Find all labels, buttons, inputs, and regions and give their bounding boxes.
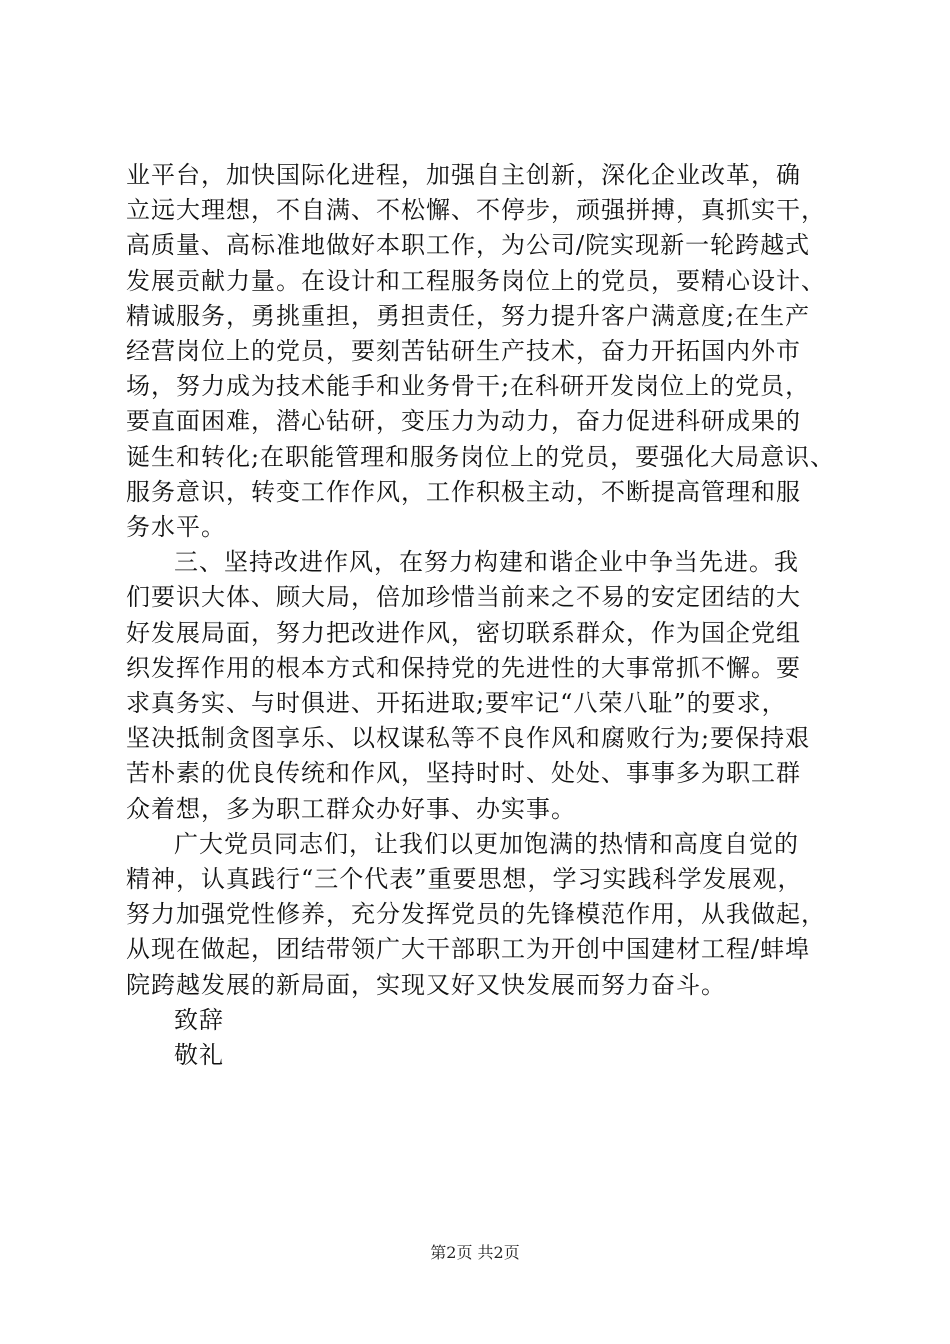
- text-line: 众着想，多为职工群众办好事、办实事。: [126, 794, 576, 823]
- text-line: 要直面困难，潜心钻研，变压力为动力，奋力促进科研成果的: [126, 407, 801, 436]
- text-line: 院跨越发展的新局面，实现又好又快发展而努力奋斗。: [126, 970, 726, 999]
- text-line: 坚决抵制贪图享乐、以权谋私等不良作风和腐败行为;要保持艰: [126, 724, 811, 753]
- text-line: 立远大理想，不自满、不松懈、不停步，顽强拼搏，真抓实干，: [126, 196, 826, 225]
- text-line: 织发挥作用的根本方式和保持党的先进性的大事常抓不懈。要: [126, 653, 801, 682]
- page-footer: 第2页 共2页: [430, 1243, 520, 1262]
- text-line: 努力加强党性修养，充分发挥党员的先锋模范作用，从我做起，: [126, 900, 826, 929]
- paragraph: [126, 158, 836, 545]
- text-line: 们要识大体、顾大局，倍加珍惜当前来之不易的安定团结的大: [126, 583, 801, 612]
- text-line: 精诚服务，勇挑重担，勇担责任，努力提升客户满意度;在生产: [126, 301, 811, 330]
- text-line: 苦朴素的优良传统和作风，坚持时时、处处、事事多为职工群: [126, 759, 801, 788]
- paragraph: [126, 1003, 826, 1038]
- text-line: 场，努力成为技术能手和业务骨干;在科研开发岗位上的党员，: [126, 372, 811, 401]
- text-line: 三、坚持改进作风，在努力构建和谐企业中争当先进。我: [174, 548, 799, 577]
- text-line: 精神，认真践行“三个代表”重要思想，学习实践科学发展观，: [126, 865, 803, 894]
- text-line: 敬礼: [174, 1041, 224, 1070]
- document-body: [126, 158, 836, 1073]
- paragraph: [126, 1038, 826, 1073]
- text-line: 广大党员同志们，让我们以更加饱满的热情和高度自觉的: [174, 829, 799, 858]
- text-line: 好发展局面，努力把改进作风，密切联系群众，作为国企党组: [126, 618, 801, 647]
- paragraph: [126, 545, 826, 827]
- text-line: 业平台，加快国际化进程，加强自主创新，深化企业改革，确: [126, 161, 801, 189]
- text-line: 发展贡献力量。在设计和工程服务岗位上的党员，要精心设计、: [126, 266, 826, 295]
- text-line: 高质量、高标准地做好本职工作，为公司/院实现新一轮跨越式: [126, 231, 811, 260]
- text-line: 求真务实、与时俱进、开拓进取;要牢记“八荣八耻”的要求，: [126, 689, 787, 718]
- text-line: 从现在做起，团结带领广大干部职工为开创中国建材工程/蚌埠: [126, 935, 811, 964]
- text-line: 经营岗位上的党员，要刻苦钻研生产技术，奋力开拓国内外市: [126, 337, 801, 366]
- text-line: 诞生和转化;在职能管理和服务岗位上的党员，要强化大局意识、: [126, 442, 836, 471]
- paragraph: [126, 827, 826, 1003]
- text-line: 务水平。: [126, 513, 226, 542]
- text-line: 服务意识，转变工作作风，工作积极主动，不断提高管理和服: [126, 477, 801, 506]
- text-line: 致辞: [174, 1005, 224, 1034]
